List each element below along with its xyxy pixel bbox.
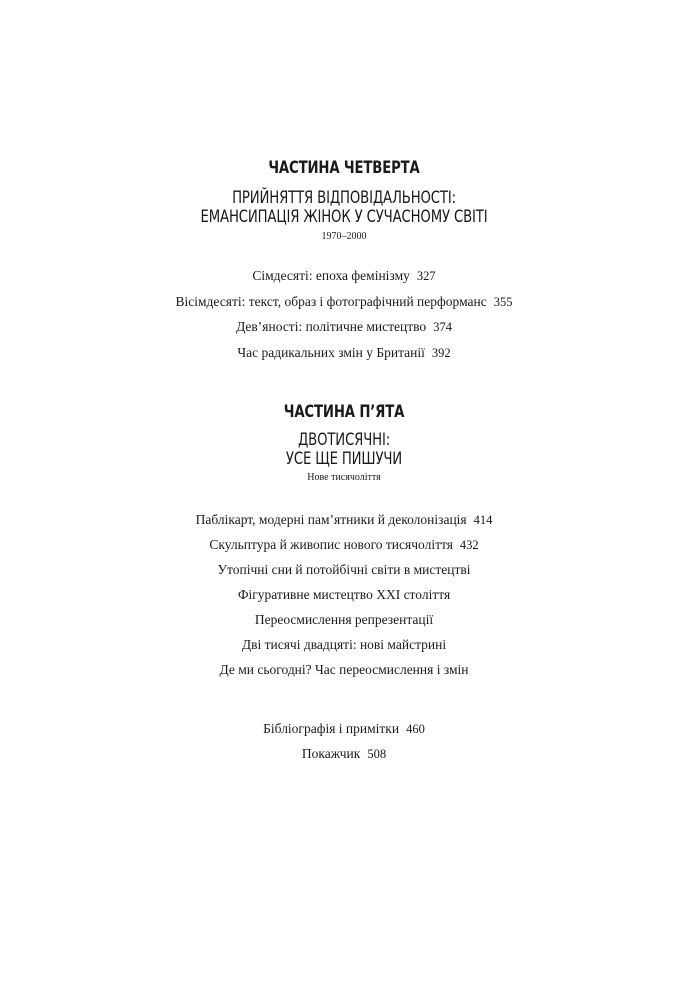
toc-entry-title: Переосмислення репрезентації <box>254 612 434 627</box>
part-five-title-line1: ДВОТИСЯЧНІ: <box>297 430 391 450</box>
toc-entry-title: Вісімдесяті: текст, образ і фотографічний перформанс <box>175 294 487 309</box>
toc-entry <box>0 562 688 578</box>
toc-entry <box>0 268 688 284</box>
part-four-title-line2: ЕМАНСИПАЦІЯ ЖІНОК У СУЧАСНОМУ СВІТІ <box>200 207 488 227</box>
part-four-title-line1: ПРИЙНЯТТЯ ВІДПОВІДАЛЬНОСТІ: <box>232 188 456 208</box>
toc-entry <box>0 587 688 603</box>
toc-entry <box>0 537 688 553</box>
part-five-title-line2: УСЕ ЩЕ ПИШУЧИ <box>285 449 403 469</box>
toc-entry <box>0 662 688 678</box>
toc-entry <box>0 612 688 628</box>
toc-entry-page: 355 <box>493 295 513 309</box>
toc-entry-page: 508 <box>367 747 387 761</box>
toc-entry-page: 374 <box>433 320 452 334</box>
toc-entry-index <box>0 746 688 762</box>
toc-entry <box>0 345 688 361</box>
toc-entry <box>0 294 688 310</box>
toc-entry-title: Час радикальних змін у Британії <box>237 345 425 360</box>
toc-entry-title: Сімдесяті: епоха фемінізму <box>252 268 410 283</box>
toc-entry-page: 392 <box>431 346 451 360</box>
toc-entry-page: 432 <box>459 538 479 552</box>
toc-entry-title: Бібліографія і примітки <box>263 721 400 736</box>
toc-entry-title: Де ми сьогодні? Час переосмислення і змін <box>219 662 469 677</box>
toc-entry-title: Скульптура й живопис нового тисячоліття <box>209 537 453 552</box>
toc-entry <box>0 637 688 653</box>
toc-entry-title: Паблікарт, модерні пам’ятники й деколонізація <box>195 512 467 527</box>
toc-entry-title: Дев’яності: політичне мистецтво <box>236 319 427 334</box>
toc-entry-title: Покажчик <box>301 746 361 761</box>
toc-entry-bibliography <box>0 721 688 737</box>
part-five-label: ЧАСТИНА П’ЯТА <box>283 402 405 422</box>
toc-entry <box>0 512 688 528</box>
toc-entry-title: Утопічні сни й потойбічні світи в мистецтві <box>217 562 471 577</box>
toc-entry-title: Фігуративне мистецтво XXI століття <box>237 587 451 602</box>
toc-entry <box>0 319 688 335</box>
part-four-label: ЧАСТИНА ЧЕТВЕРТА <box>268 158 420 178</box>
toc-entry-title: Дві тисячі двадцяті: нові майстрині <box>241 637 447 652</box>
part-four-years: 1970–2000 <box>321 231 367 242</box>
toc-entry-page: 460 <box>406 722 425 736</box>
toc-entry-page: 327 <box>416 269 436 283</box>
toc-entry-page: 414 <box>473 513 493 527</box>
part-five-subtitle: Нове тисячоліття <box>307 472 381 483</box>
